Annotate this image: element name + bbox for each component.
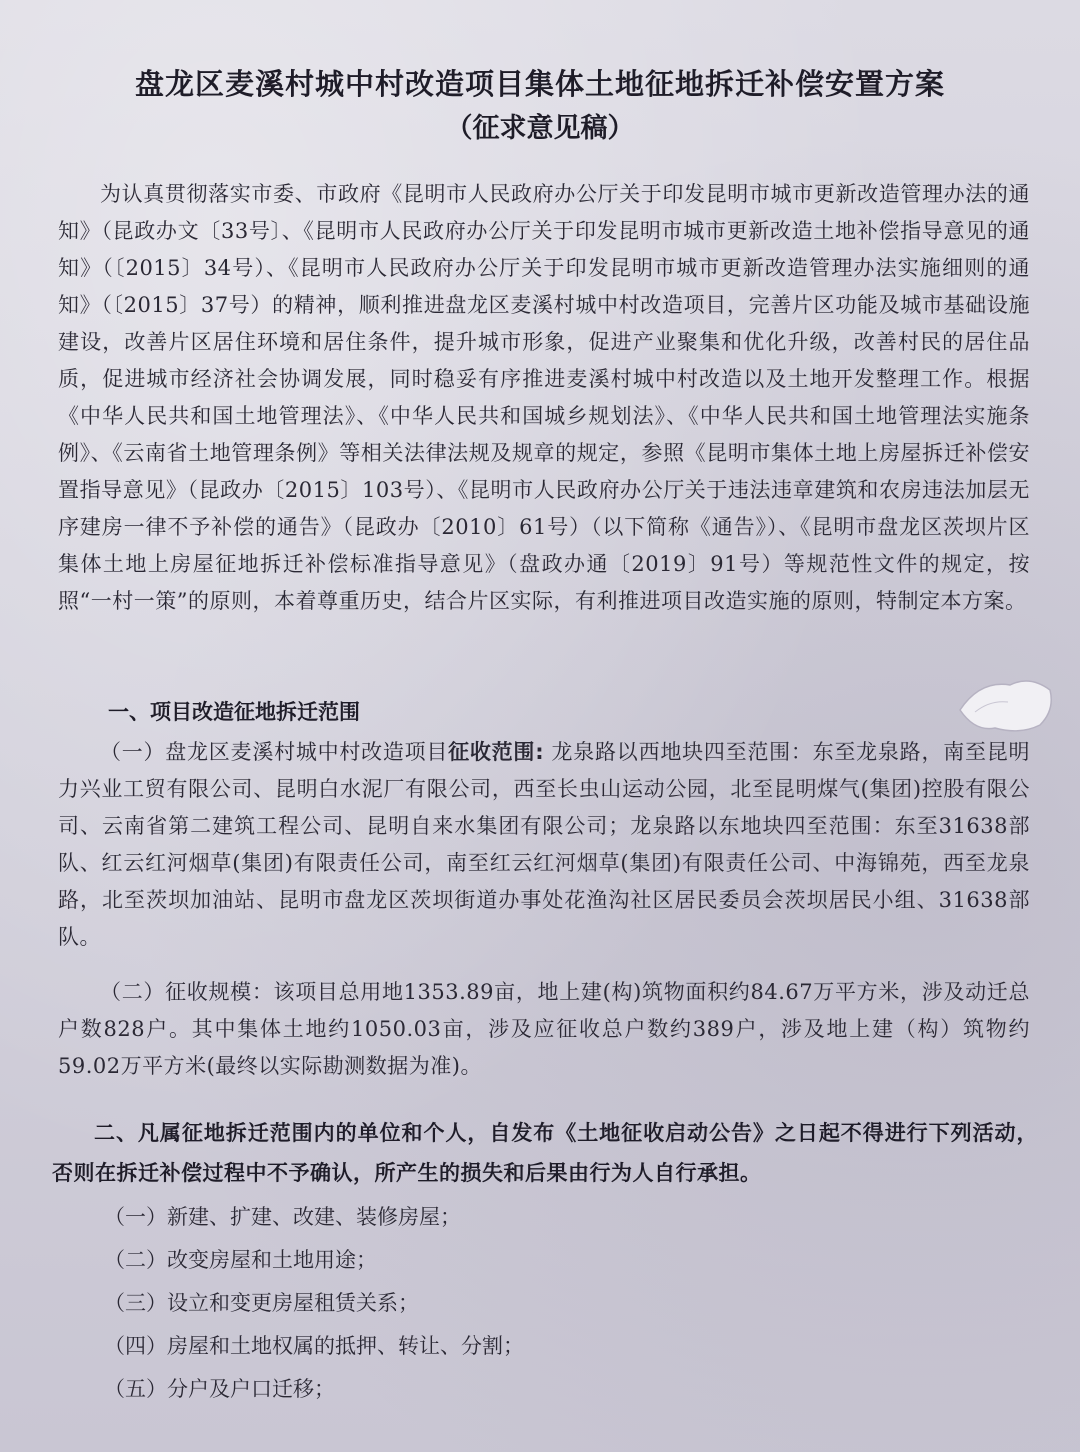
document-subtitle: （征求意见稿） (445, 113, 635, 144)
section2-paragraph: 二、凡属征地拆迁范围内的单位和个人，自发布《土地征收启动公告》之日起不得进行下列活动，否则在拆迁补偿过程中不予确认，所产生的损失和后果由行为人自行承担。 (52, 1121, 1038, 1185)
section1-heading: 一、项目改造征地拆迁范围 (108, 700, 360, 724)
section1-item1-prefix: （一）盘龙区麦溪村城中村改造项目 (100, 740, 449, 764)
list-item: （三）设立和变更房屋租赁关系； (104, 1291, 419, 1315)
section1-item2: （二）征收规模：该项目总用地1353.89亩，地上建(构)筑物面积约84.67万平方米，涉及动迁总户数828户。其中集体土地约1050.03亩，涉及应征收总户数约389户，涉及地上建（构）筑物约59.02万平方米(最终以实际勘测数据为准)。 (58, 980, 1030, 1078)
document-title: 盘龙区麦溪村城中村改造项目集体土地征地拆迁补偿安置方案 (134, 67, 945, 101)
list-item: （五）分户及户口迁移； (104, 1377, 335, 1401)
intro-paragraph: 为认真贯彻落实市委、市政府《昆明市人民政府办公厅关于印发昆明市城市更新改造管理办法的通知》（昆政办文〔33号〕、《昆明市人民政府办公厅关于印发昆明市城市更新改造土地补偿指导意见的通知》（〔2015〕34号）、《昆明市人民政府办公厅关于印发昆明市城市更新改造管理办法实施细则的通知》（〔2015〕37号）的精神，顺利推进盘龙区麦溪村城中村改造项目，完善片区功能及城市基础设施建设，改善片区居住环境和居住条件，提升城市形象，促进产业聚集和优化升级，改善村民的居住品质，促进城市经济社会协调发展，同时稳妥有序推进麦溪村城中村改造以及土地开发整理工作。根据《中华人民共和国土地管理法》、《中华人民共和国城乡规划法》、《中华人民共和国土地管理法实施条例》、《云南省土地管理条例》等相关法律法规及规章的规定，参照《昆明市集体土地上房屋拆迁补偿安置指导意见》（昆政办〔2015〕103号）、《昆明市人民政府办公厅关于违法违章建筑和农房违法加层无序建房一律不予补偿的通告》（昆政办〔2010〕61号）（以下简称《通告》）、《昆明市盘龙区茨坝片区集体土地上房屋征地拆迁补偿标准指导意见》（盘政办通〔2019〕91号）等规范性文件的规定，按照“一村一策”的原则，本着尊重历史，结合片区实际，有利推进项目改造实施的原则，特制定本方案。 (58, 182, 1030, 613)
paper-tear-mark (950, 660, 1060, 740)
section1-item1-bold: 征收范围: (448, 740, 545, 764)
list-item: （二）改变房屋和土地用途； (104, 1248, 377, 1272)
list-item: （四）房屋和土地权属的抵押、转让、分割； (104, 1334, 524, 1358)
section1-item1 (58, 734, 1030, 956)
list-item: （一）新建、扩建、改建、装修房屋； (104, 1205, 461, 1229)
section2-list (104, 1196, 524, 1411)
section1-item1-text: 龙泉路以西地块四至范围：东至龙泉路，南至昆明力兴业工贸有限公司、昆明白水泥厂有限公司，西至长虫山运动公园，北至昆明煤气(集团)控股有限公司、云南省第二建筑工程公司、昆明自来水集团有限公司；龙泉路以东地块四至范围：东至31638部队、红云红河烟草(集团)有限责任公司，南至红云红河烟草(集团)有限责任公司、中海锦苑，西至龙泉路，北至茨坝加油站、昆明市盘龙区茨坝街道办事处花渔沟社区居民委员会茨坝居民小组、31638部队。 (58, 740, 1030, 949)
